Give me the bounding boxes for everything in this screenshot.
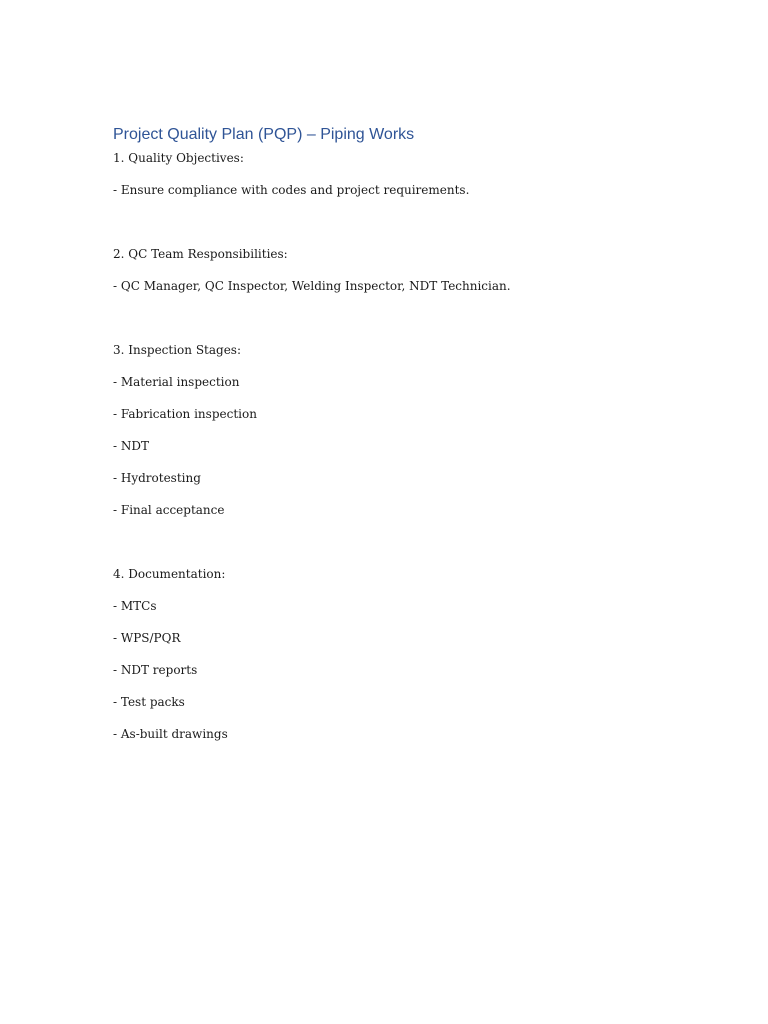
list-item: - Material inspection (113, 375, 240, 389)
list-item: - Test packs (113, 695, 185, 709)
section-heading-quality-objectives: 1. Quality Objectives: (113, 151, 244, 165)
list-item: - Fabrication inspection (113, 407, 257, 421)
list-item: - NDT reports (113, 663, 198, 677)
list-item: - WPS/PQR (113, 631, 181, 645)
list-item: - Final acceptance (113, 503, 225, 517)
list-item: - As-built drawings (113, 727, 228, 741)
section-heading-documentation: 4. Documentation: (113, 567, 226, 581)
list-item: - NDT (113, 439, 149, 453)
section-heading-qc-team: 2. QC Team Responsibilities: (113, 247, 288, 261)
document-title: Project Quality Plan (PQP) – Piping Works (113, 126, 415, 143)
list-item: - Ensure compliance with codes and project requirements. (113, 183, 470, 197)
list-item: - MTCs (113, 599, 157, 613)
list-item: - QC Manager, QC Inspector, Welding Inspector, NDT Technician. (113, 279, 511, 293)
section-heading-inspection-stages: 3. Inspection Stages: (113, 343, 242, 357)
list-item: - Hydrotesting (113, 471, 201, 485)
